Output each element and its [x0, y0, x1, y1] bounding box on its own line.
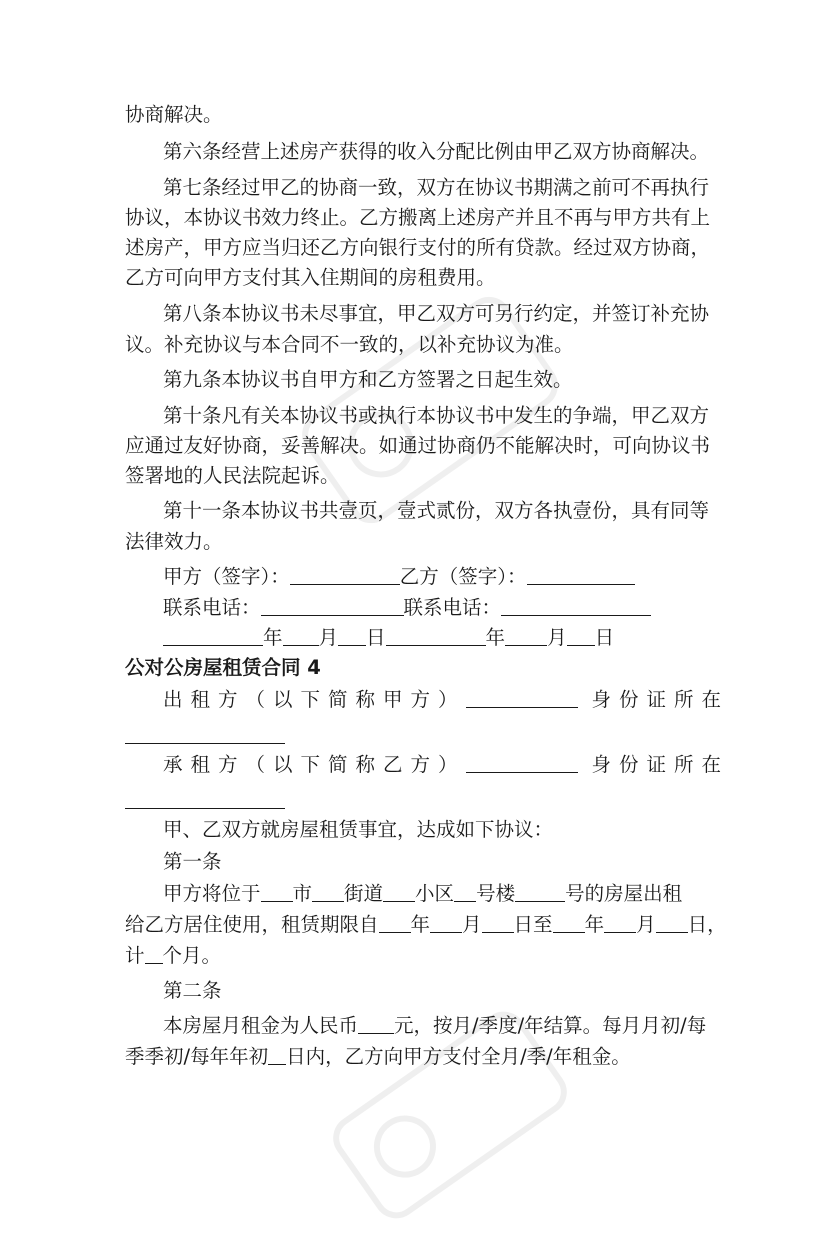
text-segment: 年 — [584, 913, 605, 936]
party-a-sign-label: 甲方（签字）： — [163, 565, 290, 588]
date-day-blank[interactable] — [567, 627, 595, 646]
year-label: 年 — [263, 626, 283, 649]
building-blank[interactable] — [454, 883, 476, 902]
text-line: 应通过友好协商，妥善解决。如通过协商仍不能解决时，可向协议书 — [125, 434, 711, 457]
text-segment: 日内，乙方向甲方支付全月/季/年租金。 — [286, 1045, 631, 1068]
day-label: 日 — [366, 626, 386, 649]
text-segment: 日至 — [513, 913, 553, 936]
date-year-blank[interactable] — [163, 627, 263, 646]
article-2-line-2 — [125, 1045, 631, 1069]
text-segment: 年 — [410, 913, 431, 936]
lessor-row — [163, 688, 729, 712]
text-line: 第八条本协议书未尽事宜，甲乙双方可另行约定，并签订补充协 — [163, 302, 710, 325]
party-a-sign-blank[interactable] — [290, 566, 400, 585]
party-b-sign-label: 乙方（签字）： — [399, 565, 527, 588]
party-a-phone-blank[interactable] — [261, 597, 404, 616]
text-line: 第七条经过甲乙的协商一致，双方在协议书期满之前可不再执行 — [163, 176, 710, 199]
signature-row — [163, 565, 635, 589]
end-month-blank[interactable] — [604, 914, 636, 933]
party-b-sign-blank[interactable] — [527, 566, 635, 585]
party-b-phone-label: 联系电话： — [403, 596, 502, 619]
lessor-address-row — [125, 724, 285, 748]
text-line: 述房产，甲方应当归还乙方向银行支付的所有贷款。经过双方协商， — [125, 236, 711, 259]
id-label: 身份证所在 — [591, 753, 730, 776]
text-segment: 日， — [687, 913, 727, 936]
text-segment: 个月。 — [162, 944, 222, 967]
lessor-label: 出租方（以下简称甲方） — [163, 688, 466, 711]
phone-row — [163, 596, 651, 620]
rent-amount-blank[interactable] — [358, 1015, 394, 1034]
article-2-line-1 — [163, 1014, 706, 1038]
text-line: 第六条经营上述房产获得的收入分配比例由甲乙双方协商解决。 — [163, 140, 710, 163]
article-1-line-3 — [125, 944, 221, 968]
text-line: 乙方可向甲方支付其入住期间的房租费用。 — [125, 266, 496, 289]
text-line: 第十一条本协议书共壹页，壹式贰份，双方各执壹份，具有同等 — [163, 499, 710, 522]
year-label: 年 — [485, 626, 506, 649]
article-1-line-2 — [125, 913, 727, 937]
date-month-blank[interactable] — [283, 627, 319, 646]
city-blank[interactable] — [261, 883, 293, 902]
lessee-label: 承租方（以下简称乙方） — [163, 753, 466, 776]
lessor-address-blank[interactable] — [125, 725, 285, 744]
start-month-blank[interactable] — [430, 914, 462, 933]
day-label: 日 — [594, 626, 615, 649]
text-segment: 月 — [636, 913, 656, 936]
lessor-blank[interactable] — [466, 689, 578, 708]
text-segment: 号的房屋出租 — [565, 882, 683, 905]
pay-days-blank[interactable] — [268, 1046, 286, 1065]
article-1-line-1 — [163, 882, 682, 906]
text-segment: 月 — [462, 913, 482, 936]
text-segment: 小区 — [415, 882, 455, 905]
month-label: 月 — [547, 626, 567, 649]
start-day-blank[interactable] — [482, 914, 514, 933]
text-segment: 计 — [125, 944, 145, 967]
party-b-phone-blank[interactable] — [501, 597, 651, 616]
text-segment: 元，按月/季度/年结算。每月月初/每 — [394, 1014, 707, 1037]
text-segment: 给乙方居住使用，租赁期限自 — [125, 913, 379, 936]
date-day-blank[interactable] — [338, 627, 366, 646]
section-heading: 公对公房屋租赁合同 4 — [125, 656, 321, 679]
text-line: 协商解决。 — [125, 103, 223, 126]
month-label: 月 — [318, 626, 339, 649]
text-line: 签署地的人民法院起诉。 — [125, 464, 340, 487]
text-segment: 街道 — [344, 882, 384, 905]
end-year-blank[interactable] — [553, 914, 585, 933]
text-segment: 号楼 — [476, 882, 516, 905]
community-blank[interactable] — [383, 883, 415, 902]
lessee-address-blank[interactable] — [125, 790, 285, 809]
article-2-title: 第二条 — [163, 979, 222, 1002]
text-line: 第十条凡有关本协议书或执行本协议书中发生的争端，甲乙双方 — [163, 404, 710, 427]
id-label: 身份证所在 — [591, 688, 730, 711]
date-row — [163, 626, 614, 650]
article-1-title: 第一条 — [163, 850, 222, 873]
room-blank[interactable] — [515, 883, 565, 902]
months-blank[interactable] — [145, 945, 163, 964]
street-blank[interactable] — [312, 883, 344, 902]
lessee-address-row — [125, 789, 285, 813]
text-line: 协议，本协议书效力终止。乙方搬离上述房产并且不再与甲方共有上 — [125, 206, 711, 229]
party-a-phone-label: 联系电话： — [163, 596, 261, 619]
text-segment: 甲方将位于 — [163, 882, 261, 905]
text-segment: 季季初/每年年初 — [125, 1045, 269, 1068]
text-line: 法律效力。 — [125, 530, 223, 553]
text-segment: 市 — [292, 882, 313, 905]
date-month-blank[interactable] — [505, 627, 547, 646]
start-year-blank[interactable] — [379, 914, 411, 933]
date-year-blank[interactable] — [386, 627, 486, 646]
lessee-row — [163, 753, 729, 777]
text-line: 议。补充协议与本合同不一致的，以补充协议为准。 — [125, 333, 574, 356]
text-line: 第九条本协议书自甲方和乙方签署之日起生效。 — [163, 368, 573, 391]
lessee-blank[interactable] — [466, 754, 578, 773]
text-segment: 本房屋月租金为人民币 — [163, 1014, 359, 1037]
end-day-blank[interactable] — [656, 914, 688, 933]
agreement-intro: 甲、乙双方就房屋租赁事宜，达成如下协议： — [163, 818, 554, 841]
